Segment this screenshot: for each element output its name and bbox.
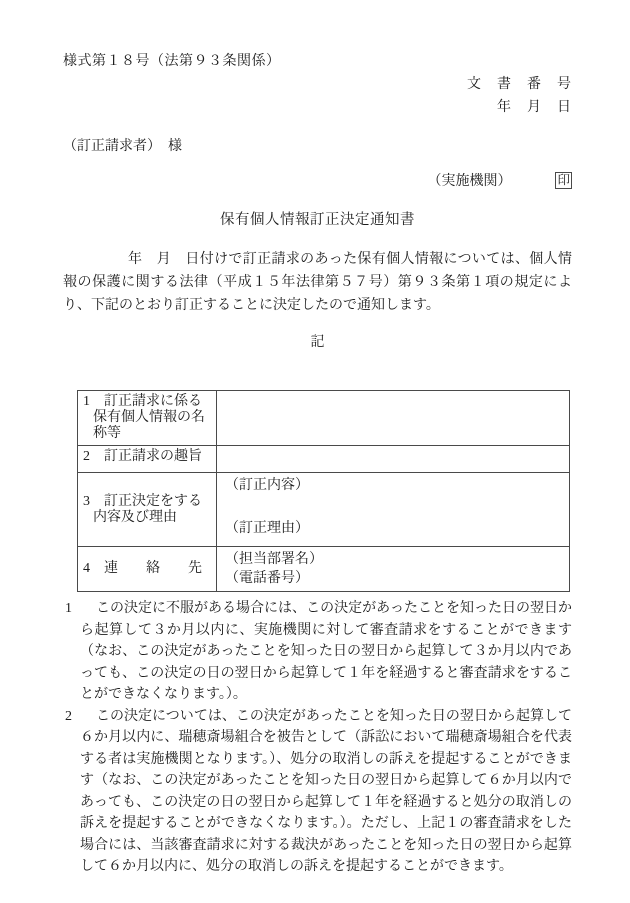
table-value-cell bbox=[217, 446, 570, 473]
note-2-text: この決定については、この決定があったことを知った日の翌日から起算して６か月以内に、瑞穂斎場組合を被告として（訴訟において瑞穂斎場組合を代表する者は実施機関となります。）、処分の取消しの訴えを提起することができます（なお、この決定があったことを知った日の翌日から起算して６か月以内であっても、この決定の日の翌日から起算して１年を経過すると処分の取消しの訴えを提起することができなくなります。）。ただし、上記１の審査請求をした場合には、当該審査請求に対する裁決があったことを知った日の翌日から起算して６か月以内に、処分の取消しの訴えを提起することができます。 bbox=[80, 708, 572, 874]
addressee-line: （訂正請求者） 様 bbox=[63, 139, 182, 154]
table-row-purport bbox=[78, 446, 570, 473]
table-row-decision bbox=[78, 473, 570, 547]
table-label-cell bbox=[78, 391, 217, 446]
table-row-label: 1 訂正請求に係る保有個人情報の名称等 bbox=[83, 394, 205, 441]
note-2 bbox=[65, 706, 572, 878]
table-value-cell bbox=[217, 547, 570, 592]
correction-content-label: （訂正内容） bbox=[225, 478, 309, 493]
table-label-cell bbox=[78, 473, 217, 547]
ki-marker: 記 bbox=[310, 335, 325, 350]
body-paragraph: 年 月 日付けで訂正請求のあった保有個人情報については、個人情報の保護に関する法律（平成１５年法律第５７号）第９３条第１項の規定により、下記のとおり訂正することに決定したので通知します。 bbox=[63, 252, 572, 313]
note-1-text: この決定に不服がある場合には、この決定があったことを知った日の翌日から起算して３か月以内に、実施機関に対して審査請求をすることができます（なお、この決定があったことを知った日の翌日から起算して３か月以内であっても、この決定の日の翌日から起算して１年を経過すると審査請求をすることができなくなります。）。 bbox=[80, 601, 572, 702]
table-value-cell bbox=[217, 473, 570, 547]
form-table bbox=[77, 390, 570, 592]
doc-date-label: 年 月 日 bbox=[497, 100, 572, 115]
seal-mark: 印 bbox=[557, 173, 570, 187]
page-title: 保有個人情報訂正決定通知書 bbox=[220, 212, 415, 228]
table-row-label: 2 訂正請求の趣旨 bbox=[83, 449, 202, 464]
table-row-name bbox=[78, 391, 570, 446]
doc-number-label: 文 書 番 号 bbox=[467, 77, 572, 92]
table-row-contact bbox=[78, 547, 570, 592]
department-name-label: （担当部署名） bbox=[225, 552, 323, 567]
table-value-cell bbox=[217, 391, 570, 446]
note-2-number: 2 bbox=[65, 708, 72, 724]
notes-section bbox=[63, 598, 572, 878]
note-1 bbox=[65, 598, 572, 706]
correction-reason-label: （訂正理由） bbox=[225, 521, 309, 536]
form-number: 様式第１８号（法第９３条関係） bbox=[63, 54, 281, 69]
table-label-cell bbox=[78, 446, 217, 473]
issuer-line bbox=[63, 170, 572, 193]
table-label-cell bbox=[78, 547, 217, 592]
issuer-label: （実施機関） bbox=[427, 174, 512, 189]
table-row-label: 3 訂正決定をする内容及び理由 bbox=[83, 493, 202, 525]
table-row-label: 4 連 絡 先 bbox=[83, 561, 202, 576]
note-1-number: 1 bbox=[65, 601, 72, 616]
phone-number-label: （電話番号） bbox=[225, 571, 309, 586]
